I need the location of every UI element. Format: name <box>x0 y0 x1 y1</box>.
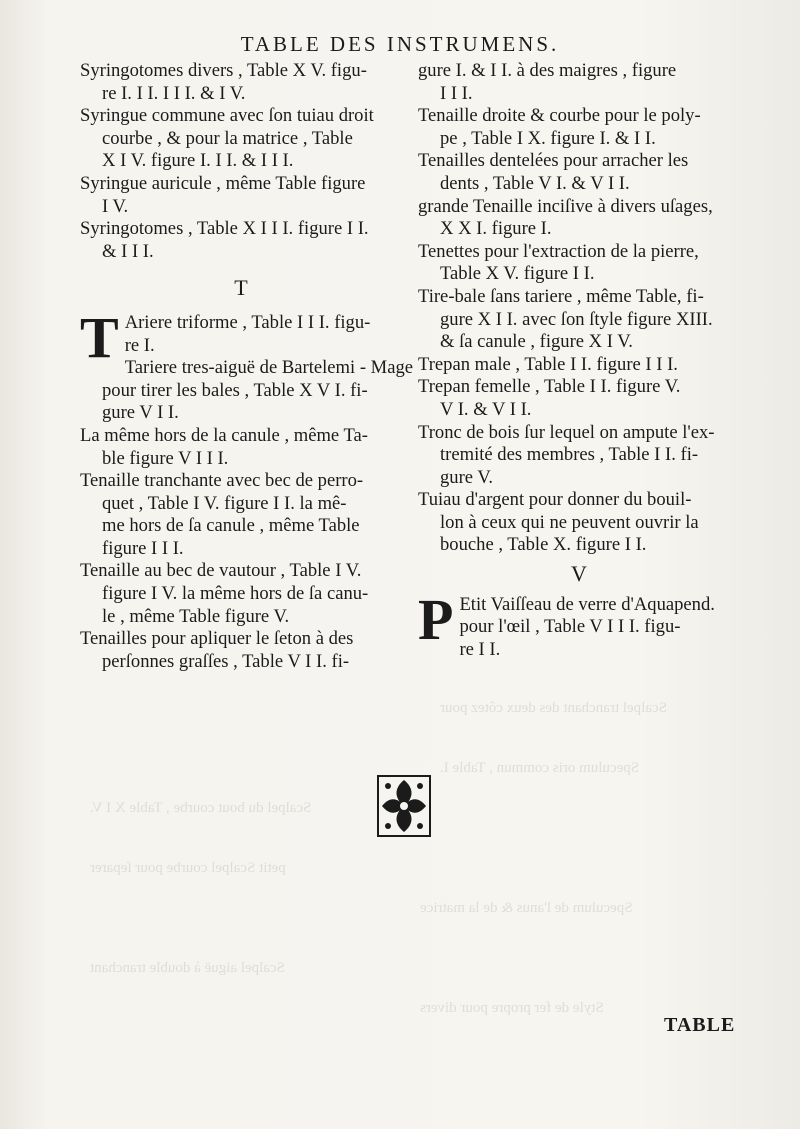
entry-line: figure I I I. <box>102 537 184 559</box>
index-entry <box>418 586 740 662</box>
entry-line: figure I V. la même hors de ſa canu- <box>102 583 369 605</box>
entry-line: Syringue auricule , même Table figure <box>80 172 366 194</box>
index-entry <box>80 105 402 173</box>
entry-line: Tenettes pour l'extraction de la pierre, <box>418 240 699 262</box>
index-entry <box>418 286 740 354</box>
entry-line: La même hors de la canule , même Ta- <box>80 424 368 446</box>
show-through-text: Style de fer propre pour divers <box>420 1000 604 1016</box>
entry-line: Syringotomes , Table X I I I. figure I I. <box>80 218 369 240</box>
entry-line: Tenaille droite & courbe pour le poly- <box>418 105 701 127</box>
entry-line: Tire-bale ſans tariere , même Table, fi- <box>418 285 704 307</box>
index-entry <box>80 425 402 470</box>
entry-line: Tuiau d'argent pour donner du bouil- <box>418 489 692 511</box>
entry-line: V I. & V I I. <box>440 398 532 420</box>
entry-line: gure I. & I I. à des maigres , figure <box>418 60 677 81</box>
entry-line: Tenailles dentelées pour arracher les <box>418 150 689 172</box>
page-header: TABLE DES INSTRUMENS. <box>240 32 560 56</box>
entry-line: Trepan male , Table I I. figure I I I. <box>418 353 678 375</box>
drop-cap: T <box>80 304 119 370</box>
entry-line: Syringue commune avec ſon tuiau droit <box>80 105 374 127</box>
entry-line: pour tirer les bales , Table X V I. fi- <box>102 379 368 401</box>
section-heading-v: V <box>571 561 587 587</box>
catchword: TABLE <box>664 1014 736 1036</box>
show-through-text: Speculum de l'anus & de la matrice <box>420 900 633 916</box>
index-entry <box>418 196 740 241</box>
index-entry <box>418 150 740 195</box>
index-entry <box>80 357 413 425</box>
index-entry <box>418 241 740 286</box>
entry-line: quet , Table I V. figure I I. la mê- <box>102 492 347 514</box>
entry-line: re I. I I. I I I. & I V. <box>102 82 246 104</box>
entry-line: Syringotomes divers , Table X V. figu- <box>80 60 367 81</box>
entry-line: Tariere tres-aiguë de Bartelemi - Mage <box>124 357 413 379</box>
show-through-text: Scalpel aiguë à double tranchant <box>90 960 285 976</box>
entry-line: Trepan femelle , Table I I. figure V. <box>418 376 681 398</box>
entry-line: grande Tenaille inciſive à divers uſages, <box>418 195 713 217</box>
entry-line: Ariere triforme , Table I I I. figu- <box>124 311 371 333</box>
entry-line: gure V. <box>440 466 494 488</box>
entry-line: pour l'œil , Table V I I I. figu- <box>459 616 681 638</box>
entry-list-t <box>80 304 413 674</box>
index-entry <box>80 218 402 263</box>
entry-line: Table X V. figure I I. <box>440 263 595 285</box>
entry-line: tremité des membres , Table I I. fi- <box>440 444 699 466</box>
entry-list-v <box>418 586 740 662</box>
index-entry <box>418 422 740 490</box>
index-entry <box>80 560 402 628</box>
index-entry <box>80 60 402 105</box>
entry-line: le , même Table figure V. <box>102 605 290 627</box>
left-column <box>80 60 413 673</box>
index-entry <box>418 60 740 105</box>
entry-line: courbe , & pour la matrice , Table <box>102 127 353 149</box>
entry-line: re I. <box>124 334 155 356</box>
index-entry <box>80 470 402 560</box>
entry-line: bouche , Table X. figure I I. <box>440 534 647 556</box>
entry-line: X I V. figure I. I I. & I I I. <box>102 150 294 172</box>
entry-list-t-continued <box>418 60 740 557</box>
entry-line: pe , Table I X. figure I. & I I. <box>440 127 656 149</box>
index-entry <box>418 354 740 377</box>
entry-line: I V. <box>102 195 129 217</box>
entry-line: gure V I I. <box>102 402 179 424</box>
index-entry <box>418 376 740 421</box>
index-entry <box>418 489 740 557</box>
index-entry <box>80 628 402 673</box>
entry-line: dents , Table V I. & V I I. <box>440 172 630 194</box>
entry-line: Tenaille tranchante avec bec de perro- <box>80 470 364 492</box>
entry-line: lon à ceux qui ne peuvent ouvrir la <box>440 511 699 533</box>
right-column <box>418 60 740 661</box>
entry-line: Etit Vaiſſeau de verre d'Aquapend. <box>459 593 715 615</box>
index-entry <box>418 105 740 150</box>
entry-line: Tenailles pour apliquer le ſeton à des <box>80 628 354 650</box>
entry-line: ble figure V I I I. <box>102 447 229 469</box>
entry-line: Tronc de bois ſur lequel on ampute l'ex- <box>418 421 715 443</box>
section-heading-t: T <box>234 275 248 301</box>
show-through-text: petit Scalpel courbe pour ſeparer <box>90 860 286 876</box>
entry-line: X X I. figure I. <box>440 218 552 240</box>
entry-line: & I I I. <box>102 240 154 262</box>
printers-ornament-icon <box>376 774 432 838</box>
index-entry <box>80 173 402 218</box>
show-through-text: Scalpel du bout courbe , Table X I V. <box>90 800 312 816</box>
drop-cap: P <box>418 586 454 652</box>
entry-line: perſonnes graſſes , Table V I I. fi- <box>102 650 350 672</box>
entry-line: gure X I I. avec ſon ſtyle figure XIII. <box>440 308 713 330</box>
entry-list-s <box>80 60 402 263</box>
entry-line: Tenaille au bec de vautour , Table I V. <box>80 560 362 582</box>
show-through-text: Scalpel tranchant des deux côtez pour <box>440 700 667 716</box>
entry-line: I I I. <box>440 82 473 104</box>
entry-line: re I I. <box>459 638 501 660</box>
show-through-text: Speculum oris commun , Table I. <box>440 760 640 776</box>
entry-line: & ſa canule , figure X I V. <box>440 331 633 353</box>
entry-line: me hors de ſa canule , même Table <box>102 515 360 537</box>
